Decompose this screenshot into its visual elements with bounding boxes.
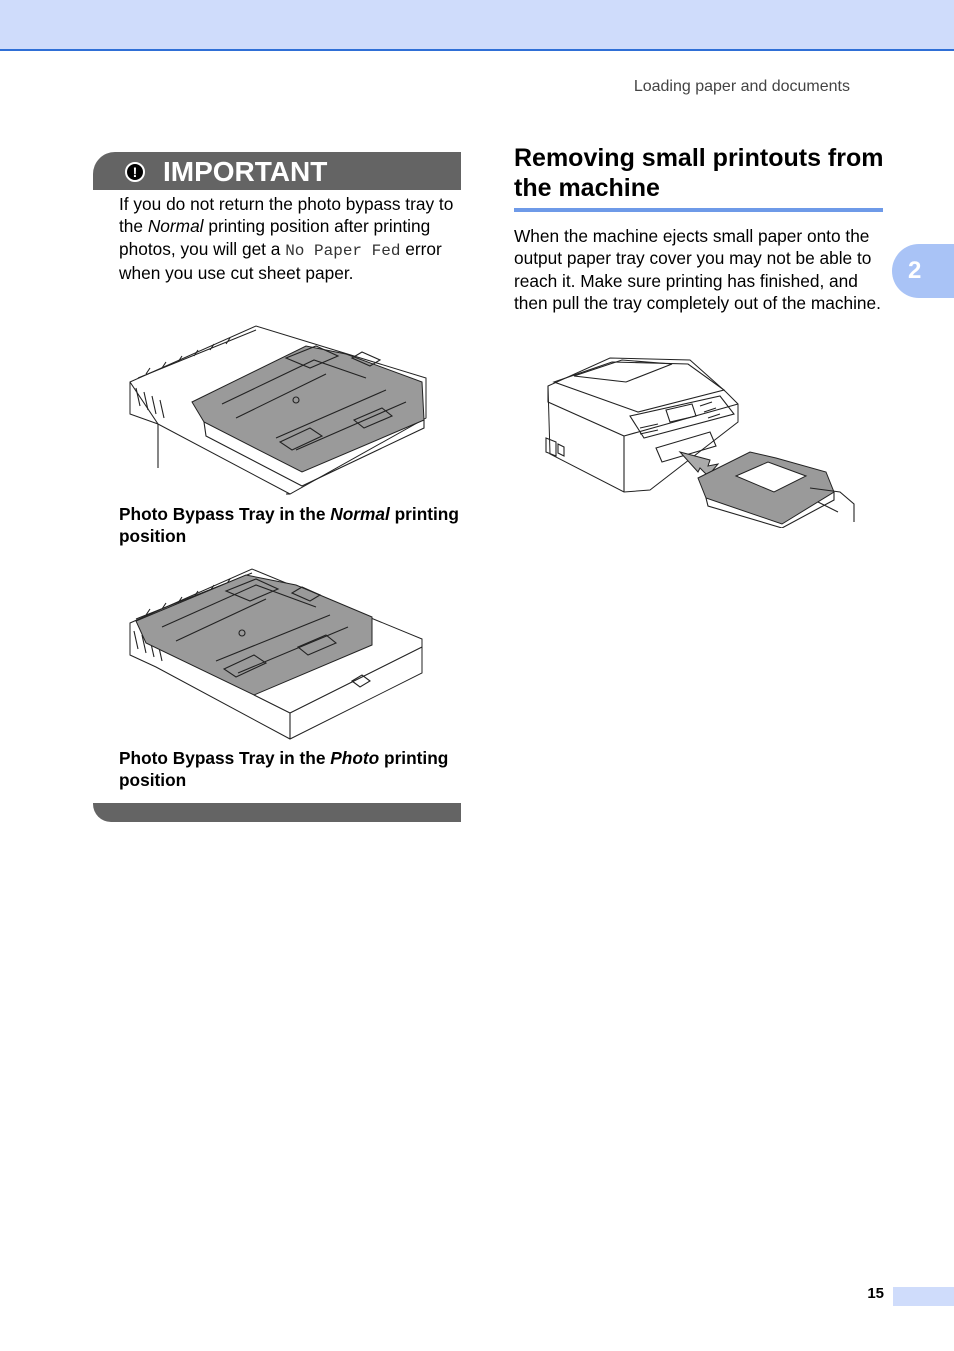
important-title: IMPORTANT: [163, 156, 328, 187]
remove-tray-figure: [540, 352, 858, 528]
caption-photo-position: Photo Bypass Tray in the Photo printing position: [119, 748, 449, 790]
important-header-bar: [93, 152, 461, 190]
caption-normal-position: Photo Bypass Tray in the Normal printing position: [119, 504, 459, 546]
section-heading: Removing small printouts from the machine: [514, 144, 884, 202]
important-footer-bar: [93, 803, 461, 822]
footer-band: [893, 1287, 954, 1306]
heading-rule: [514, 208, 883, 212]
top-header-band: [0, 0, 954, 51]
page-number: 15: [867, 1285, 884, 1302]
exclamation-icon: !: [125, 162, 145, 182]
tray-normal-position-figure: [126, 318, 428, 498]
section-body: When the machine ejects small paper onto the output paper tray cover you may not be able to reach it. Make sure printing has finished, and then pull the tray completely out of the machine.: [514, 226, 881, 314]
running-header: Loading paper and documents: [633, 78, 850, 95]
tray-photo-position-figure: [126, 563, 428, 741]
chapter-tab: 2: [892, 244, 954, 298]
error-code: No Paper Fed: [285, 241, 401, 260]
important-text: If you do not return the photo bypass tray to the Normal printing position after printing photos, you will get a No Paper Fed error when you use cut sheet paper.: [119, 194, 454, 283]
normal-term: Normal: [147, 216, 204, 237]
